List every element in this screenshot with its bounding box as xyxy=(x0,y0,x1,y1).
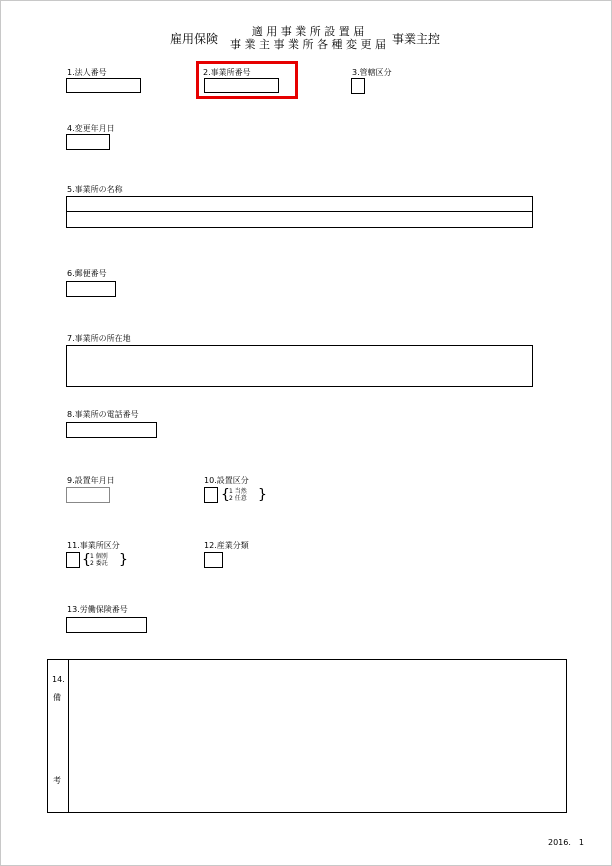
change-date-label: 4.変更年月日 xyxy=(67,124,115,133)
remarks-char-1: 備 xyxy=(53,693,61,702)
establishment-date-label: 9.設置年月日 xyxy=(67,476,115,485)
corporate-number-input[interactable] xyxy=(66,78,141,93)
office-address-label: 7.事業所の所在地 xyxy=(67,334,131,343)
office-number-label: 2.事業所番号 xyxy=(203,68,251,77)
postal-code-label: 6.郵便番号 xyxy=(67,269,107,278)
office-type-option-1: 1 個別 xyxy=(90,553,108,560)
office-name-input-1[interactable] xyxy=(66,196,533,212)
phone-input[interactable] xyxy=(66,422,157,438)
change-date-input[interactable] xyxy=(66,134,110,150)
office-name-label: 5.事業所の名称 xyxy=(67,185,123,194)
postal-code-input[interactable] xyxy=(66,281,116,297)
labor-insurance-number-label: 13.労働保険番号 xyxy=(67,605,128,614)
office-number-input[interactable] xyxy=(204,78,279,93)
jurisdiction-label: 3.管轄区分 xyxy=(352,68,392,77)
establishment-type-bracket-open: { xyxy=(221,487,230,503)
title-line1: 適 用 事 業 所 設 置 届 xyxy=(251,25,365,38)
establishment-type-options xyxy=(229,488,247,502)
establishment-type-bracket-close: } xyxy=(258,487,267,503)
office-type-input[interactable] xyxy=(66,552,80,568)
industry-label: 12.産業分類 xyxy=(204,541,249,550)
establishment-date-input[interactable] xyxy=(66,487,110,503)
title-line2: 事 業 主 事 業 所 各 種 変 更 届 xyxy=(230,38,386,51)
title-right: 事業主控 xyxy=(392,32,441,46)
establishment-type-option-1: 1 当然 xyxy=(229,488,247,495)
office-name-input-2[interactable] xyxy=(66,211,533,228)
remarks-input[interactable] xyxy=(70,661,565,811)
establishment-type-label: 10.設置区分 xyxy=(204,476,249,485)
office-type-bracket-open: { xyxy=(82,552,91,568)
office-type-option-2: 2 委託 xyxy=(90,560,108,567)
remarks-divider xyxy=(68,659,69,813)
jurisdiction-input[interactable] xyxy=(351,78,365,94)
phone-label: 8.事業所の電話番号 xyxy=(67,410,139,419)
corporate-number-label: 1.法人番号 xyxy=(67,68,107,77)
remarks-number: 14. xyxy=(52,675,65,684)
establishment-type-option-2: 2 任意 xyxy=(229,495,247,502)
office-type-bracket-close: } xyxy=(119,552,128,568)
title-left: 雇用保険 xyxy=(170,32,219,46)
footer-version: 2016. 1 xyxy=(548,838,584,847)
title-main xyxy=(226,25,390,51)
office-type-label: 11.事業所区分 xyxy=(67,541,120,550)
remarks-char-2: 考 xyxy=(53,776,61,785)
establishment-type-input[interactable] xyxy=(204,487,218,503)
office-address-input[interactable] xyxy=(66,345,533,387)
labor-insurance-number-input[interactable] xyxy=(66,617,147,633)
industry-input[interactable] xyxy=(204,552,223,568)
office-type-options xyxy=(90,553,108,567)
